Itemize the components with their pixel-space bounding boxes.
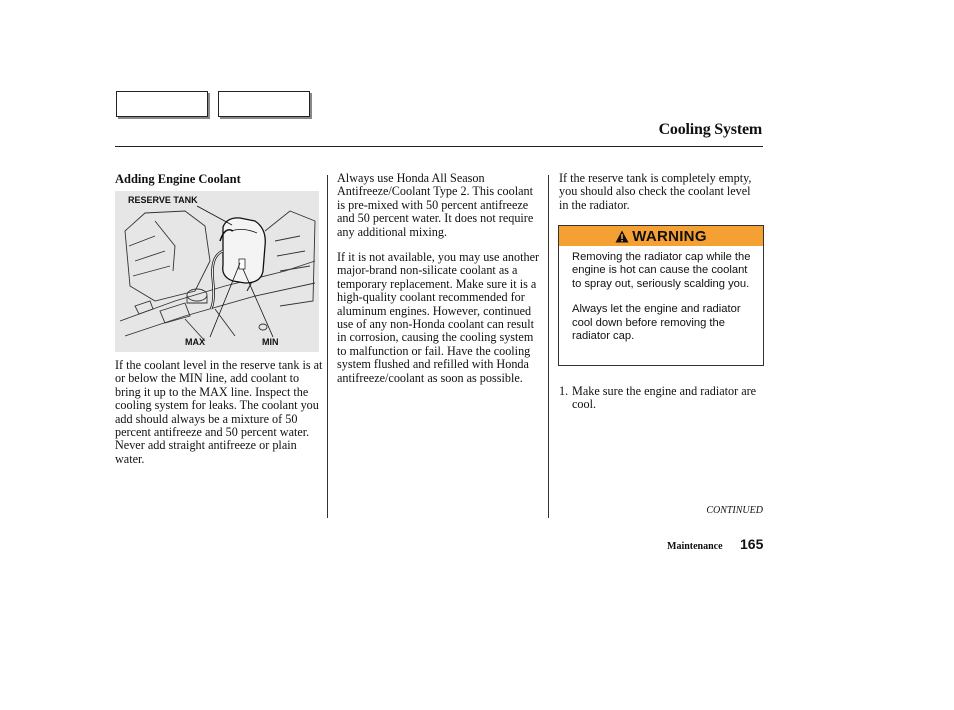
column-3-text — [559, 172, 763, 224]
column-divider-2 — [548, 175, 549, 518]
list-item — [559, 385, 764, 412]
reserve-tank-shape — [223, 218, 266, 283]
footer-section-name: Maintenance — [667, 541, 723, 552]
column-divider-1 — [327, 175, 328, 518]
column-1-text — [115, 359, 323, 478]
reserve-tank-label: RESERVE TANK — [128, 195, 198, 205]
nav-tab-box-1[interactable] — [116, 91, 208, 117]
min-label: MIN — [262, 337, 279, 347]
page-title: Cooling System — [658, 121, 762, 138]
section-heading: Adding Engine Coolant — [115, 172, 241, 186]
reserve-tank-figure — [115, 191, 319, 352]
header-rule — [115, 146, 763, 147]
step-list — [559, 385, 764, 412]
nav-tab-box-2[interactable] — [218, 91, 310, 117]
step-number: 1. — [559, 384, 569, 398]
warning-box — [558, 225, 764, 366]
coolant-level-paragraph: If the coolant level in the reserve tank is at or below the MIN line, add coolant to bring it up to the MAX line. Inspect the cooling system for leaks. The coolant you add should always be a mixture of 50 percent antifreeze and 50 percent water. Never add straight antifreeze or plain water. — [115, 358, 323, 466]
empty-tank-paragraph: If the reserve tank is completely empty, you should also check the coolant level in the radiator. — [559, 171, 752, 212]
page-number: 165 — [740, 536, 764, 552]
engine-bay-illustration — [115, 191, 319, 352]
warning-text-1: Removing the radiator cap while the engine is hot can cause the coolant to spray out, seriously scalding you. — [572, 251, 751, 290]
continued-label: CONTINUED — [706, 505, 763, 516]
max-label: MAX — [185, 337, 205, 347]
honda-antifreeze-paragraph: Always use Honda All Season Antifreeze/Coolant Type 2. This coolant is pre-mixed with 50 percent antifreeze and 50 percent water. It does not require any additional mixing. — [337, 171, 534, 239]
warning-header — [559, 226, 763, 246]
warning-triangle-icon — [615, 230, 629, 243]
alternative-coolant-paragraph: If it is not available, you may use another major-brand non-silicate coolant as a temporary replacement. Make sure it is a high-quality coolant recommended for aluminum engines. However, continued use of any non-Honda coolant can result in corrosion, causing the cooling system to malfunction or fail. Have the cooling system flushed and refilled with Honda antifreeze/coolant as soon as possible. — [337, 250, 540, 385]
warning-body — [559, 246, 763, 343]
warning-text-2: Always let the engine and radiator cool down before removing the radiator cap. — [572, 303, 741, 343]
step-text: Make sure the engine and radiator are cool. — [572, 384, 757, 412]
column-2-text — [337, 172, 544, 397]
warning-label: WARNING — [632, 227, 707, 245]
